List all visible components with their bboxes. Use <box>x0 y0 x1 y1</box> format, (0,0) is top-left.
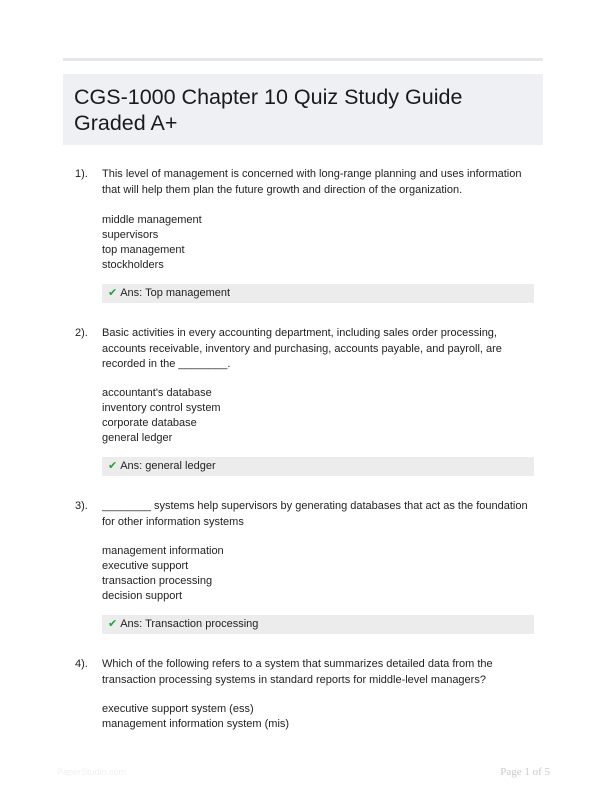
title-banner <box>63 74 543 145</box>
option: inventory control system <box>102 402 221 414</box>
page-number: Page 1 of 5 <box>500 766 550 778</box>
answer-text: Ans: Transaction processing <box>120 618 259 630</box>
option: executive support system (ess) <box>102 703 254 715</box>
checkmark-icon: ✔ <box>108 618 118 630</box>
option: stockholders <box>102 259 164 271</box>
checkmark-icon: ✔ <box>108 460 118 472</box>
option: general ledger <box>102 432 173 444</box>
option: management information <box>102 545 224 557</box>
option: accountant's database <box>102 387 212 399</box>
option: corporate database <box>102 417 197 429</box>
top-divider <box>63 58 543 61</box>
option: top management <box>102 244 185 256</box>
option: executive support <box>102 560 189 572</box>
option-list <box>102 213 202 273</box>
option-list <box>102 544 224 604</box>
question-text: ________ systems help supervisors by generating databases that act as the foundation for other information systems <box>102 500 528 528</box>
option: decision support <box>102 590 183 602</box>
answer-text: Ans: general ledger <box>120 460 216 472</box>
answer-box <box>102 284 534 303</box>
option-list <box>102 386 221 446</box>
question-number: 3). <box>75 500 88 512</box>
answer-text: Ans: Top management <box>120 287 231 299</box>
option: supervisors <box>102 229 159 241</box>
footer-watermark: PaperStudio.com <box>57 767 127 777</box>
question-number: 4). <box>75 658 88 670</box>
option: management information system (mis) <box>102 718 290 730</box>
question-text: Basic activities in every accounting department, including sales order processing, accounts receivable, inventory and purchasing, accounts payable, and payroll, are recorded in the ________. <box>102 327 502 370</box>
option: transaction processing <box>102 575 213 587</box>
question-number: 1). <box>75 168 88 180</box>
option-list <box>102 702 289 732</box>
answer-box <box>102 615 534 634</box>
document-title: CGS-1000 Chapter 10 Quiz Study Guide Graded A+ <box>74 85 463 135</box>
option: middle management <box>102 214 202 226</box>
question-text: This level of management is concerned with long-range planning and uses information that will help them plan the future growth and direction of the organization. <box>102 168 522 196</box>
answer-box <box>102 457 534 476</box>
question-number: 2). <box>75 327 88 339</box>
checkmark-icon: ✔ <box>108 287 118 299</box>
question-text: Which of the following refers to a system that summarizes detailed data from the transaction processing systems in standard reports for middle-level managers? <box>102 658 493 686</box>
